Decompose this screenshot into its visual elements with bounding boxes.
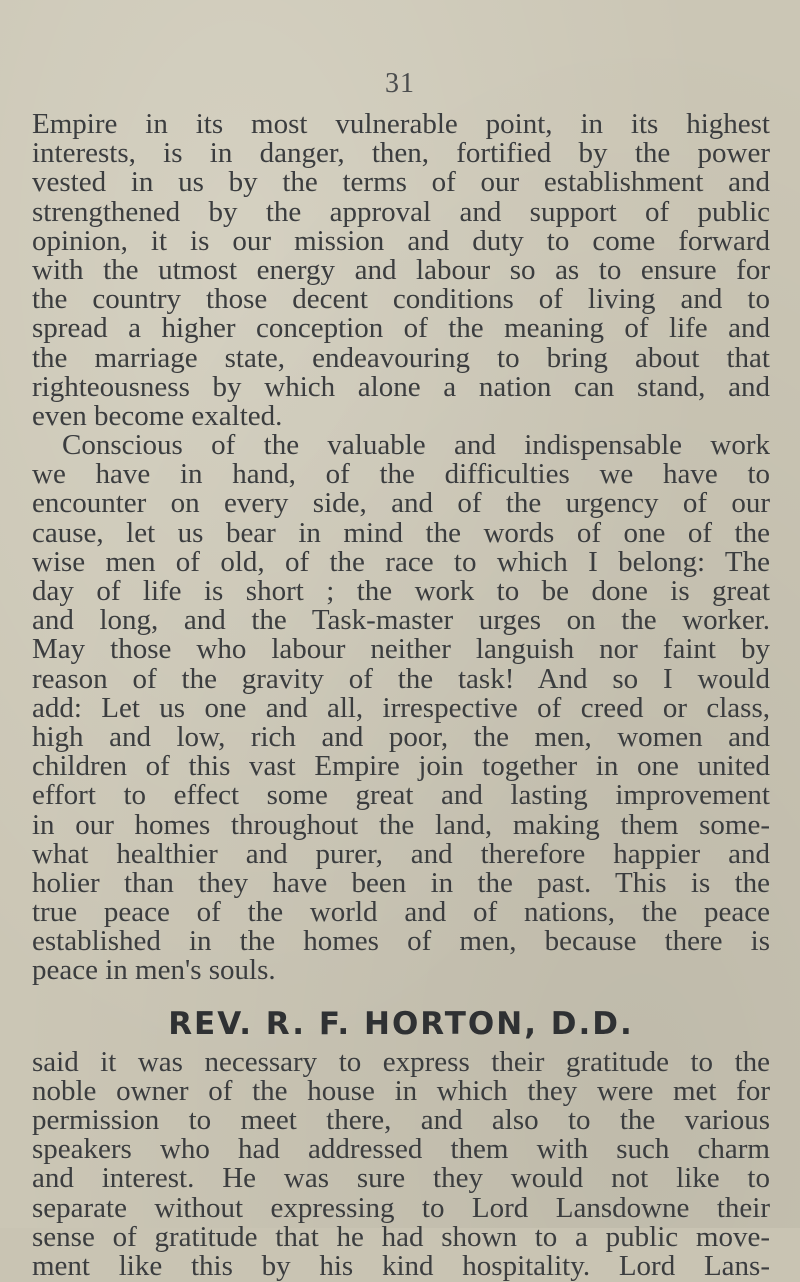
text-line: sense of gratitude that he had shown to a public move- xyxy=(32,1220,770,1253)
speaker-heading: REV. R. F. HORTON, D.D. xyxy=(168,1005,634,1042)
text-line: holier than they have been in the past. This is the xyxy=(32,866,770,899)
text-line: Conscious of the valuable and indispensable work xyxy=(62,429,770,462)
text-line: Empire in its most vulnerable point, in its highest xyxy=(32,108,770,140)
text-line: add: Let us one and all, irrespective of creed or class, xyxy=(32,691,770,724)
text-line: with the utmost energy and labour so as to ensure for xyxy=(32,253,770,286)
text-line: opinion, it is our mission and duty to come forward xyxy=(32,224,770,257)
paragraph-2 xyxy=(32,431,770,986)
text-line: we have in hand, of the difficulties we have to xyxy=(32,458,770,491)
text-line: peace in men's souls. xyxy=(32,954,276,987)
text-line: effort to effect some great and lasting improvement xyxy=(32,779,770,812)
text-line: May those who labour neither languish nor faint by xyxy=(32,633,770,666)
text-line: wise men of old, of the race to which I belong: The xyxy=(32,545,770,578)
paragraph-1 xyxy=(32,110,770,431)
page-body xyxy=(32,110,770,1281)
paragraph-3 xyxy=(32,1045,770,1282)
text-line: the marriage state, endeavouring to bring about that xyxy=(32,341,770,374)
text-line: children of this vast Empire join together in one united xyxy=(32,750,770,783)
text-line: even become exalted. xyxy=(32,399,283,432)
text-line: separate without expressing to Lord Lansdowne their xyxy=(32,1191,770,1224)
text-line: said it was necessary to express their gratitude to the xyxy=(32,1045,770,1078)
text-line: noble owner of the house in which they were met for xyxy=(32,1074,770,1107)
text-line: interests, is in danger, then, fortified by the power xyxy=(32,137,770,170)
text-line: permission to meet there, and also to the various xyxy=(32,1104,770,1136)
text-line: vested in us by the terms of our establishment and xyxy=(32,166,770,199)
page-number: 31 xyxy=(385,68,415,99)
text-line: established in the homes of men, because there is xyxy=(32,925,770,958)
text-line: ment like this by his kind hospitality. Lord Lans- xyxy=(32,1249,770,1282)
text-line: and interest. He was sure they would not like to xyxy=(32,1162,770,1195)
text-line: what healthier and purer, and therefore happier and xyxy=(32,837,770,870)
text-line: reason of the gravity of the task! And so I would xyxy=(32,662,770,695)
text-line: in our homes throughout the land, making them some- xyxy=(32,808,770,841)
text-line: righteousness by which alone a nation can stand, and xyxy=(32,370,770,403)
text-line: cause, let us bear in mind the words of one of the xyxy=(32,516,770,549)
text-line: the country those decent conditions of living and to xyxy=(32,283,770,316)
text-line: true peace of the world and of nations, the peace xyxy=(32,896,770,929)
text-line: strengthened by the approval and support of public xyxy=(32,195,770,228)
text-line: day of life is short ; the work to be done is great xyxy=(32,575,770,607)
text-line: spread a higher conception of the meaning of life and xyxy=(32,312,770,345)
text-line: speakers who had addressed them with such charm xyxy=(32,1133,770,1166)
text-line: encounter on every side, and of the urgency of our xyxy=(32,487,770,520)
text-line: and long, and the Task-master urges on the worker. xyxy=(32,604,770,637)
text-line: high and low, rich and poor, the men, women and xyxy=(32,720,770,753)
